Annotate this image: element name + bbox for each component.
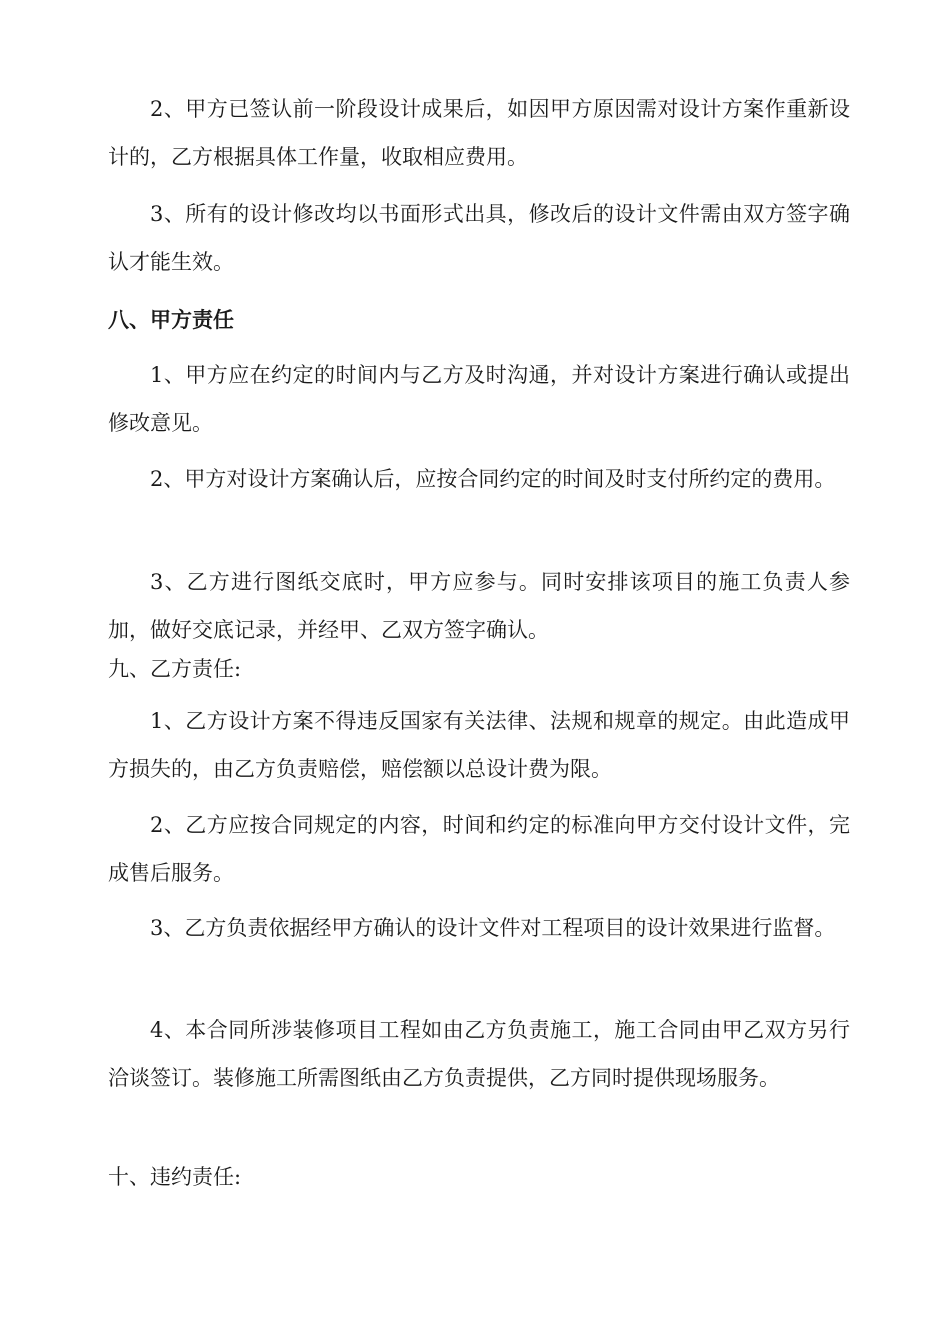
section9-paragraph-3: 3、乙方负责依据经甲方确认的设计文件对工程项目的设计效果进行监督。 (150, 916, 836, 940)
section9-paragraph-4: 4、本合同所涉装修项目工程如由乙方负责施工，施工合同由甲乙双方另行洽谈签订。装修施工所需图纸由乙方负责提供，乙方同时提供现场服务。 (108, 1018, 850, 1090)
section8-paragraph-3: 3、乙方进行图纸交底时，甲方应参与。同时安排该项目的施工负责人参加，做好交底记录，并经甲、乙双方签字确认。 (108, 570, 850, 642)
section8-heading: 八、甲方责任 (108, 308, 234, 332)
section7-paragraph-3: 3、所有的设计修改均以书面形式出具，修改后的设计文件需由双方签字确认才能生效。 (108, 202, 850, 274)
section9-paragraph-1: 1、乙方设计方案不得违反国家有关法律、法规和规章的规定。由此造成甲方损失的，由乙方负责赔偿，赔偿额以总设计费为限。 (108, 709, 850, 781)
section9-heading: 九、乙方责任: (108, 657, 242, 681)
section9-paragraph-2: 2、乙方应按合同规定的内容，时间和约定的标准向甲方交付设计文件，完成售后服务。 (108, 813, 850, 885)
section8-paragraph-2: 2、甲方对设计方案确认后，应按合同约定的时间及时支付所约定的费用。 (150, 467, 836, 491)
section8-paragraph-1: 1、甲方应在约定的时间内与乙方及时沟通，并对设计方案进行确认或提出修改意见。 (108, 363, 850, 435)
section7-paragraph-2: 2、甲方已签认前一阶段设计成果后，如因甲方原因需对设计方案作重新设计的，乙方根据具体工作量，收取相应费用。 (108, 97, 850, 169)
section10-heading: 十、违约责任: (108, 1165, 242, 1189)
